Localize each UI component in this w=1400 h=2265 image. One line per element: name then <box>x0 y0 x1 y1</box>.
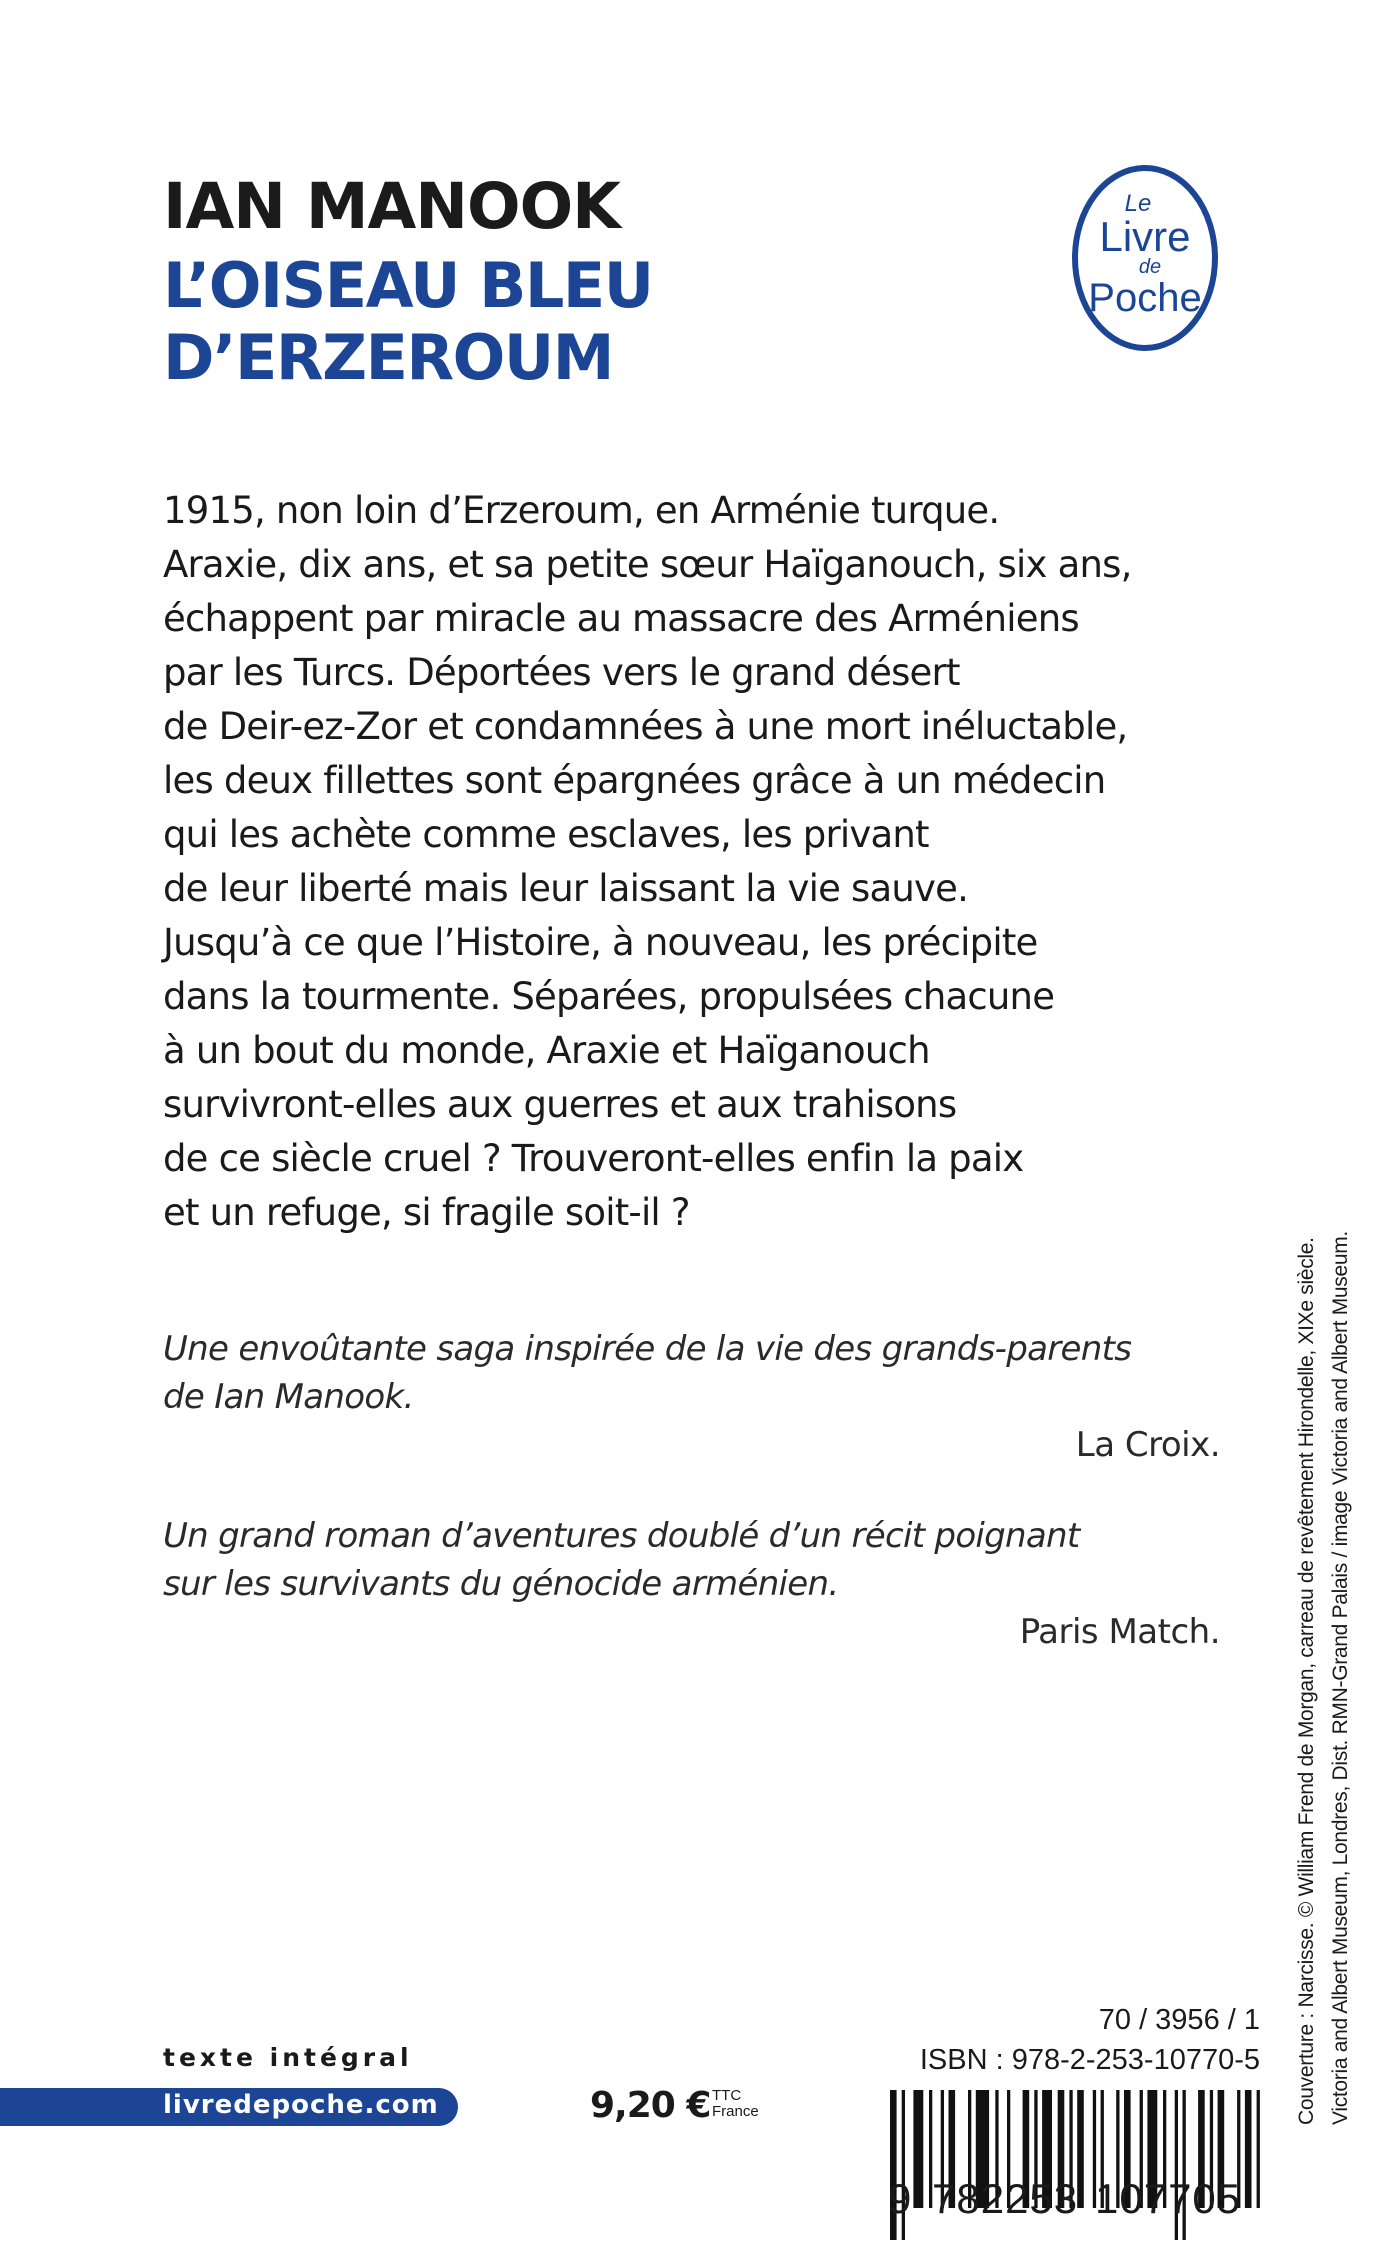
synopsis-line: et un refuge, si fragile soit-il ? <box>163 1191 690 1234</box>
synopsis <box>163 484 1223 1240</box>
logo-text-le: Le <box>1124 190 1152 217</box>
book-title-line-2: D’ERZEROUM <box>163 321 613 394</box>
barcode-digits-right: 107705 <box>1095 2175 1242 2222</box>
product-code: 70 / 3956 / 1 <box>1098 2004 1260 2036</box>
isbn: ISBN : 978-2-253-10770-5 <box>919 2044 1260 2076</box>
synopsis-line: survivront-elles aux guerres et aux trahisons <box>163 1083 957 1126</box>
review-quote-line: sur les survivants du génocide arménien. <box>163 1564 839 1604</box>
barcode-bar <box>1077 2090 1084 2208</box>
logo-text-poche: Poche <box>1088 276 1202 320</box>
barcode-bar <box>1257 2090 1260 2208</box>
review-quote-line: de Ian Manook. <box>163 1377 414 1417</box>
review-source-2: Paris Match. <box>1019 1612 1220 1652</box>
book-title <box>163 250 653 394</box>
price-tax-note <box>712 2088 759 2120</box>
website-banner[interactable] <box>0 2088 458 2126</box>
synopsis-line: Jusqu’à ce que l’Histoire, à nouveau, les précipite <box>163 921 1038 964</box>
website-link[interactable]: livredepoche.com <box>163 2090 439 2120</box>
barcode-bar <box>1245 2090 1252 2208</box>
barcode-bar <box>913 2090 923 2208</box>
price: 9,20 € <box>590 2085 711 2126</box>
price-country: France <box>712 2103 759 2120</box>
review-quote-2 <box>163 1512 1223 1608</box>
logo-text-livre: Livre <box>1099 213 1191 260</box>
synopsis-line: à un bout du monde, Araxie et Haïganouch <box>163 1029 930 1072</box>
review-quote-1 <box>163 1325 1223 1421</box>
synopsis-line: les deux fillettes sont épargnées grâce à un médecin <box>163 759 1106 802</box>
synopsis-line: qui les achète comme esclaves, les privant <box>163 813 929 856</box>
synopsis-line: 1915, non loin d’Erzeroum, en Arménie turque. <box>163 489 1000 532</box>
author-name: IAN MANOOK <box>163 170 620 243</box>
synopsis-line: dans la tourmente. Séparées, propulsées chacune <box>163 975 1055 1018</box>
cover-credit-line: Couverture : Narcisse. © William Frend de Morgan, carreau de revêtement Hirondelle, XIXe siècle. <box>1295 1237 1318 2125</box>
synopsis-line: échappent par miracle au massacre des Arméniens <box>163 597 1079 640</box>
barcode-digits-left: 782253 <box>932 2175 1079 2222</box>
cover-credit-line: Victoria and Albert Museum, Londres, Dist. RMN-Grand Palais / image Victoria and Albert Museum. <box>1329 1231 1352 2125</box>
review-source-1: La Croix. <box>1075 1425 1220 1465</box>
book-title-line-1: L’OISEAU BLEU <box>163 249 653 322</box>
price-tax: TTC <box>712 2087 742 2104</box>
synopsis-line: de ce siècle cruel ? Trouveront-elles enfin la paix <box>163 1137 1024 1180</box>
review-quote-line: Une envoûtante saga inspirée de la vie des grands-parents <box>163 1329 1132 1369</box>
cover-credit <box>1290 1105 1358 2125</box>
review-quote-line: Un grand roman d’aventures doublé d’un récit poignant <box>163 1516 1080 1556</box>
edition-note: texte intégral <box>163 2043 413 2072</box>
synopsis-line: de leur liberté mais leur laissant la vie sauve. <box>163 867 969 910</box>
logo-text-de: de <box>1138 256 1162 278</box>
synopsis-line: Araxie, dix ans, et sa petite sœur Haïganouch, six ans, <box>163 543 1132 586</box>
synopsis-line: par les Turcs. Déportées vers le grand désert <box>163 651 960 694</box>
barcode-digit-prefix: 9 <box>888 2175 912 2222</box>
synopsis-line: de Deir-ez-Zor et condamnées à une mort inéluctable, <box>163 705 1128 748</box>
le-livre-de-poche-logo <box>1070 163 1220 353</box>
